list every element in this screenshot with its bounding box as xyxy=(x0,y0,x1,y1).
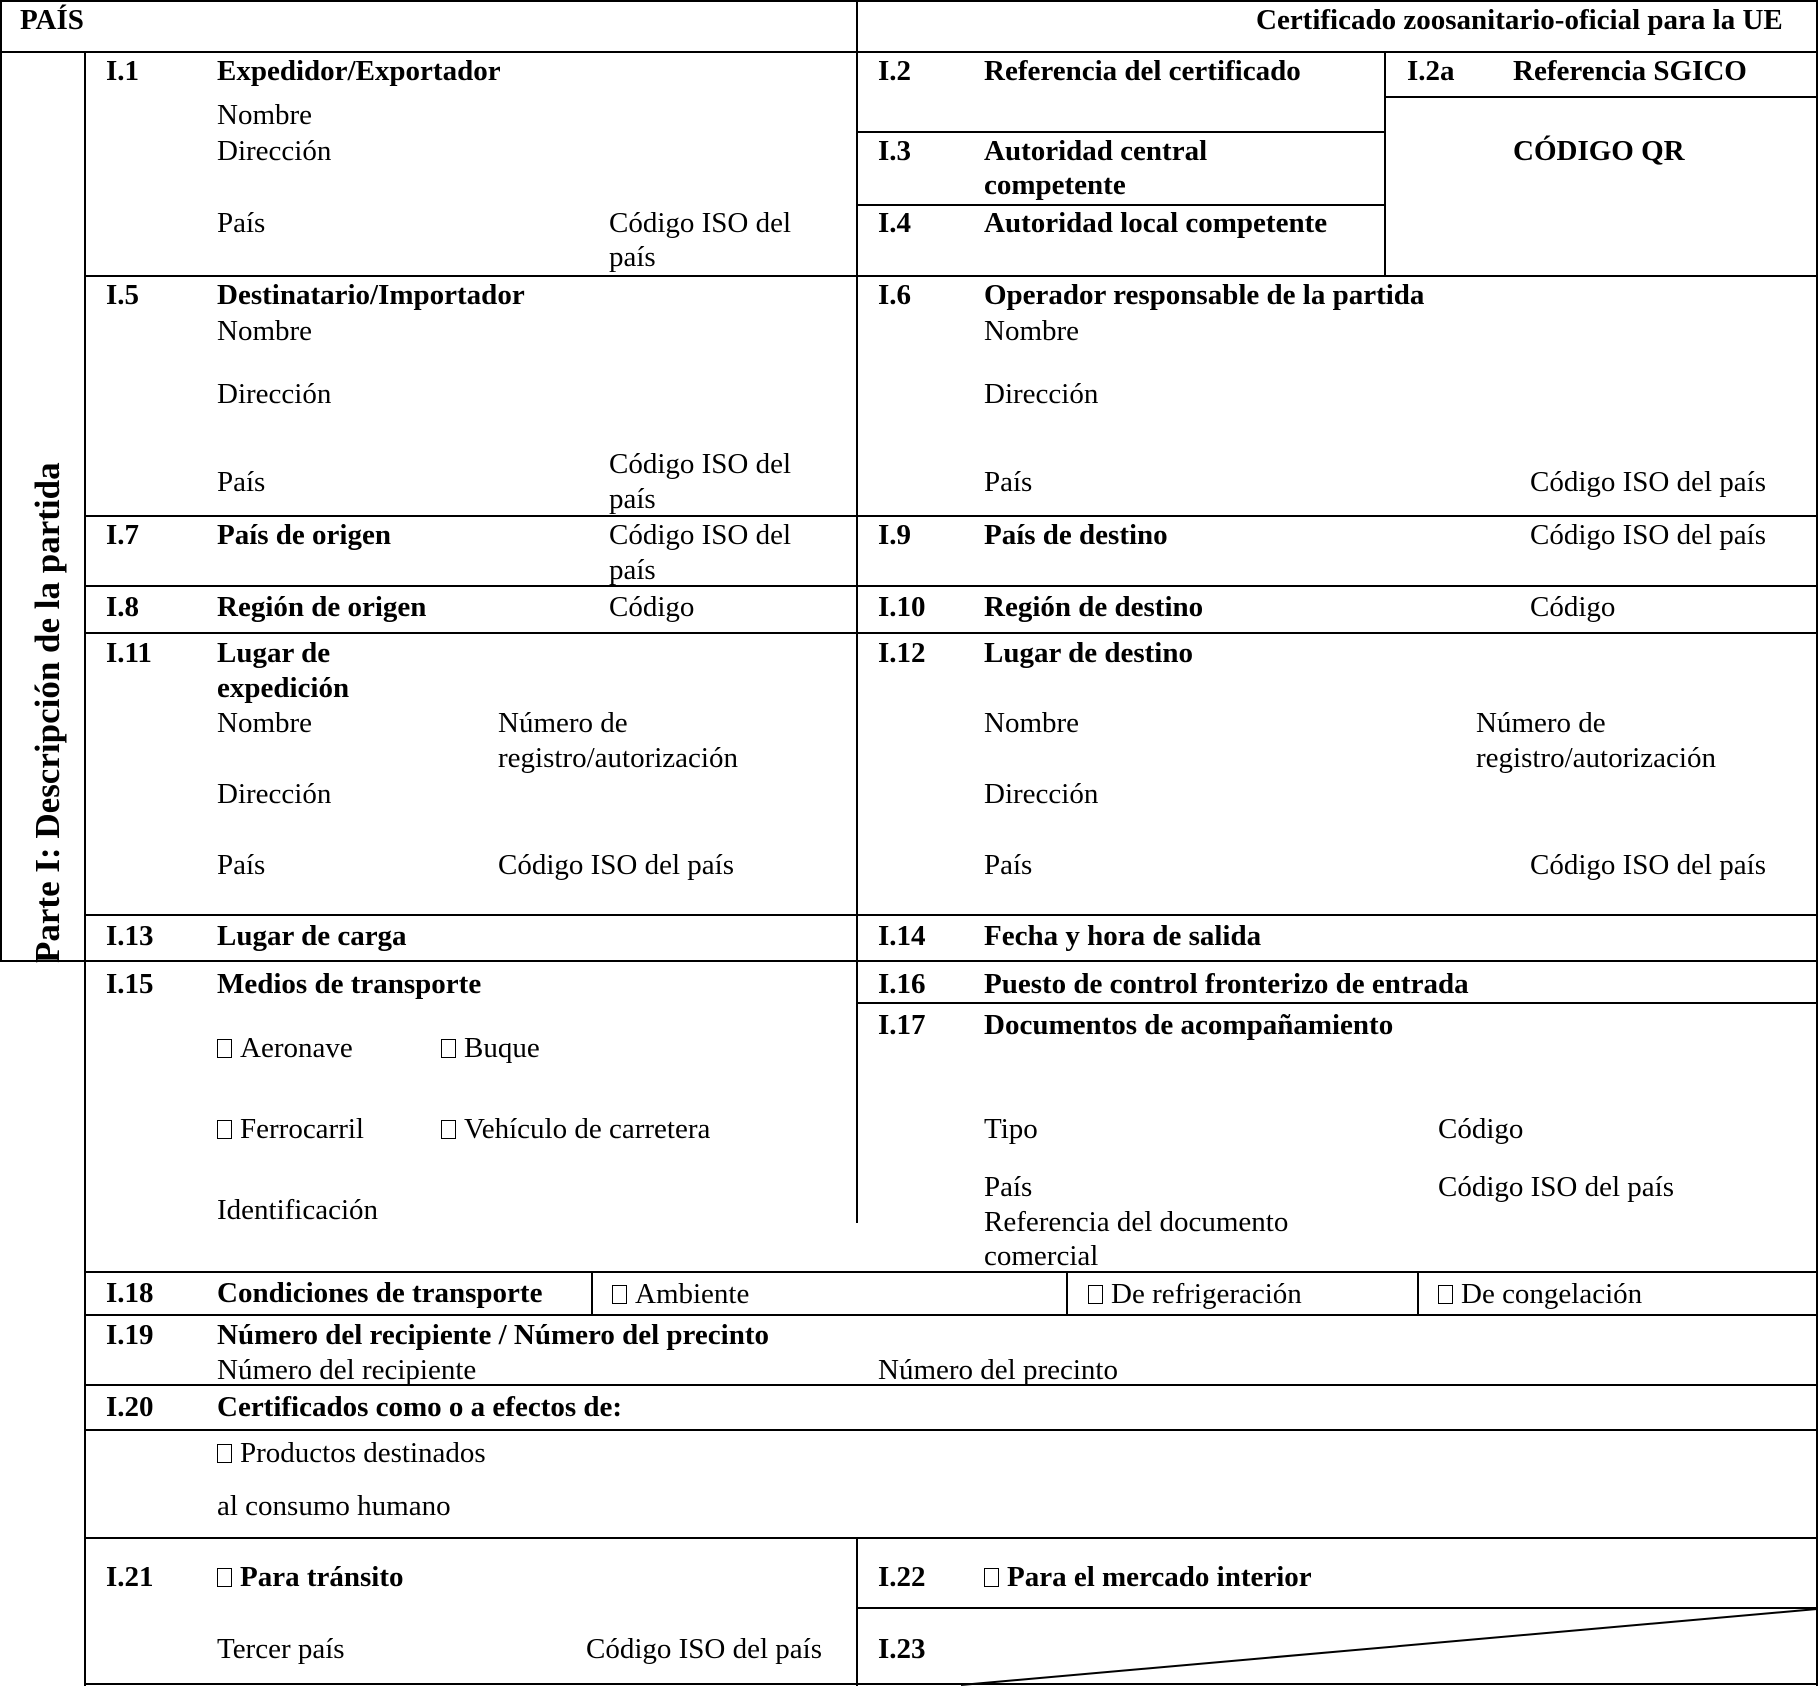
side-section-label: Parte I: Descripción de la partida xyxy=(28,462,67,963)
field-title-i3-line1: Autoridad central xyxy=(984,135,1208,167)
rule-row8-bottom xyxy=(84,1314,1818,1316)
field-title-i5: Destinatario/Importador xyxy=(217,279,525,311)
rule-i2a-left xyxy=(1384,51,1386,277)
checkbox-rail-box[interactable] xyxy=(217,1120,232,1139)
field-code-i9: I.9 xyxy=(878,519,912,551)
field-code-i10: I.10 xyxy=(878,591,926,623)
field-code-i11: I.11 xyxy=(106,637,152,669)
checkbox-aircraft-box[interactable] xyxy=(217,1039,232,1058)
checkbox-chilled-box[interactable] xyxy=(1088,1285,1103,1304)
field-code-i5: I.5 xyxy=(106,279,140,311)
i8-code-label: Código xyxy=(609,591,695,623)
checkbox-rail-label: Ferrocarril xyxy=(240,1113,364,1145)
i6-address-label: Dirección xyxy=(984,378,1099,410)
field-title-i2: Referencia del certificado xyxy=(984,55,1301,87)
i17-commercial-ref-line1: Referencia del documento xyxy=(984,1206,1289,1238)
field-title-i11-line1: Lugar de xyxy=(217,637,331,669)
i10-code-label: Código xyxy=(1530,591,1616,623)
field-title-i14: Fecha y hora de salida xyxy=(984,920,1262,952)
checkbox-chilled[interactable] xyxy=(1088,1277,1302,1312)
checkbox-rail[interactable] xyxy=(217,1112,364,1147)
field-title-i11-line2: expedición xyxy=(217,672,350,704)
i15-identification-label: Identificación xyxy=(217,1194,379,1226)
rule-row1-bottom xyxy=(84,275,1818,277)
checkbox-road-vehicle[interactable] xyxy=(441,1112,710,1147)
country-header: PAÍS xyxy=(20,4,84,36)
i12-registration-label-line1: Número de xyxy=(1476,707,1606,739)
field-code-i20: I.20 xyxy=(106,1391,154,1423)
field-title-i15: Medios de transporte xyxy=(217,968,482,1000)
field-code-i12: I.12 xyxy=(878,637,926,669)
field-title-i7: País de origen xyxy=(217,519,391,551)
checkbox-human-consumption-label-line1: Productos destinados xyxy=(240,1437,486,1469)
i5-iso-label-line1: Código ISO del xyxy=(609,448,792,480)
i11-iso-label: Código ISO del país xyxy=(498,849,735,881)
checkbox-road-vehicle-box[interactable] xyxy=(441,1120,456,1139)
i1-country-label: País xyxy=(217,207,266,239)
checkbox-human-consumption-box[interactable] xyxy=(217,1444,232,1463)
checkbox-internal-market-label: Para el mercado interior xyxy=(1007,1561,1312,1593)
field-code-i4: I.4 xyxy=(878,207,912,239)
field-code-i22: I.22 xyxy=(878,1561,926,1593)
i17-type-label: Tipo xyxy=(984,1113,1038,1145)
field-code-i21: I.21 xyxy=(106,1561,154,1593)
checkbox-internal-market-box[interactable] xyxy=(984,1568,999,1587)
i17-code-label: Código xyxy=(1438,1113,1524,1145)
i6-iso-label: Código ISO del país xyxy=(1530,466,1767,498)
i6-name-label: Nombre xyxy=(984,315,1080,347)
rule-i18-col1 xyxy=(591,1271,593,1316)
field-code-i3: I.3 xyxy=(878,135,912,167)
rule-side-column xyxy=(84,51,86,1686)
field-code-i14: I.14 xyxy=(878,920,926,952)
i21-third-country-label: Tercer país xyxy=(217,1633,345,1665)
field-code-i1: I.1 xyxy=(106,55,140,87)
checkbox-transit[interactable] xyxy=(217,1560,404,1595)
i23-diagonal-line xyxy=(857,1608,1819,1688)
rule-row6-bottom xyxy=(84,960,1818,962)
field-title-i13: Lugar de carga xyxy=(217,920,407,952)
rule-right-border xyxy=(1816,0,1818,1686)
i12-country-label: País xyxy=(984,849,1033,881)
qr-code-placeholder: CÓDIGO QR xyxy=(1513,135,1685,167)
checkbox-ship-box[interactable] xyxy=(441,1039,456,1058)
i17-iso-label: Código ISO del país xyxy=(1438,1171,1675,1203)
rule-i2-bottom xyxy=(856,131,1386,133)
rule-row4-bottom xyxy=(84,632,1818,634)
i5-name-label: Nombre xyxy=(217,315,313,347)
field-code-i16: I.16 xyxy=(878,968,926,1000)
field-title-i19: Número del recipiente / Número del precinto xyxy=(217,1319,769,1351)
field-title-i17: Documentos de acompañamiento xyxy=(984,1009,1394,1041)
checkbox-frozen-label: De congelación xyxy=(1461,1278,1643,1310)
field-code-i18: I.18 xyxy=(106,1277,154,1309)
checkbox-human-consumption[interactable] xyxy=(217,1436,486,1471)
checkbox-aircraft-label: Aeronave xyxy=(240,1032,353,1064)
checkbox-ambient-box[interactable] xyxy=(612,1285,627,1304)
i1-address-label: Dirección xyxy=(217,135,332,167)
checkbox-frozen[interactable] xyxy=(1438,1277,1642,1312)
field-title-i10: Región de destino xyxy=(984,591,1204,623)
field-code-i15: I.15 xyxy=(106,968,154,1000)
checkbox-ship[interactable] xyxy=(441,1031,540,1066)
rule-header-bottom xyxy=(0,51,1818,53)
field-title-i18: Condiciones de transporte xyxy=(217,1277,543,1309)
field-title-i1: Expedidor/Exportador xyxy=(217,55,501,87)
checkbox-ambient-label: Ambiente xyxy=(635,1278,750,1310)
field-code-i6: I.6 xyxy=(878,279,912,311)
i11-registration-label-line2: registro/autorización xyxy=(498,742,738,774)
checkbox-ship-label: Buque xyxy=(464,1032,540,1064)
i21-iso-label: Código ISO del país xyxy=(586,1633,823,1665)
i1-iso-label-line2: país xyxy=(609,241,656,273)
field-code-i2: I.2 xyxy=(878,55,912,87)
i11-name-label: Nombre xyxy=(217,707,313,739)
i12-iso-label: Código ISO del país xyxy=(1530,849,1767,881)
rule-row7-bottom xyxy=(84,1271,1818,1273)
field-title-i4: Autoridad local competente xyxy=(984,207,1328,239)
checkbox-ambient[interactable] xyxy=(612,1277,749,1312)
i12-name-label: Nombre xyxy=(984,707,1080,739)
i5-iso-label-line2: país xyxy=(609,483,656,515)
field-code-i7: I.7 xyxy=(106,519,140,551)
i5-address-label: Dirección xyxy=(217,378,332,410)
field-code-i13: I.13 xyxy=(106,920,154,952)
i11-country-label: País xyxy=(217,849,266,881)
i7-iso-label-line2: país xyxy=(609,554,656,586)
field-title-i8: Región de origen xyxy=(217,591,427,623)
field-title-i2a: Referencia SGICO xyxy=(1513,55,1747,87)
field-title-i3-line2: competente xyxy=(984,169,1126,201)
i19-container-label: Número del recipiente xyxy=(217,1354,477,1386)
field-title-i20: Certificados como o a efectos de: xyxy=(217,1391,623,1423)
i7-iso-label-line1: Código ISO del xyxy=(609,519,792,551)
field-code-i19: I.19 xyxy=(106,1319,154,1351)
i12-registration-label-line2: registro/autorización xyxy=(1476,742,1716,774)
checkbox-human-consumption-label-line2: al consumo humano xyxy=(217,1490,451,1522)
i6-country-label: País xyxy=(984,466,1033,498)
rule-row5-bottom xyxy=(84,914,1818,916)
rule-row2-bottom xyxy=(84,515,1818,517)
checkbox-road-vehicle-label: Vehículo de carretera xyxy=(464,1113,711,1145)
checkbox-transit-label: Para tránsito xyxy=(240,1561,404,1593)
checkbox-transit-box[interactable] xyxy=(217,1568,232,1587)
rule-row3-bottom xyxy=(84,585,1818,587)
checkbox-aircraft[interactable] xyxy=(217,1031,353,1066)
i12-address-label: Dirección xyxy=(984,778,1099,810)
checkbox-internal-market[interactable] xyxy=(984,1560,1312,1595)
rule-center-upper xyxy=(856,0,858,1223)
rule-top xyxy=(0,0,1818,2)
field-title-i9: País de destino xyxy=(984,519,1168,551)
i19-seal-label: Número del precinto xyxy=(878,1354,1118,1386)
field-code-i23: I.23 xyxy=(878,1633,926,1665)
checkbox-chilled-label: De refrigeración xyxy=(1111,1278,1302,1310)
i11-registration-label-line1: Número de xyxy=(498,707,628,739)
i17-commercial-ref-line2: comercial xyxy=(984,1240,1099,1272)
i11-address-label: Dirección xyxy=(217,778,332,810)
rule-left-border xyxy=(0,0,2,962)
certificate-title: Certificado zoosanitario-oficial para la UE xyxy=(1256,4,1783,36)
field-code-i17: I.17 xyxy=(878,1009,926,1041)
i5-country-label: País xyxy=(217,466,266,498)
rule-i18-col3 xyxy=(1417,1271,1419,1316)
field-code-i8: I.8 xyxy=(106,591,140,623)
rule-i2a-bottom xyxy=(1384,96,1818,98)
i1-name-label: Nombre xyxy=(217,99,313,131)
i1-iso-label-line1: Código ISO del xyxy=(609,207,792,239)
i9-iso-label: Código ISO del país xyxy=(1530,519,1767,551)
rule-row10-bottom xyxy=(84,1429,1818,1431)
field-title-i16: Puesto de control fronterizo de entrada xyxy=(984,968,1469,1000)
rule-i18-col2 xyxy=(1066,1271,1068,1316)
field-code-i2a: I.2a xyxy=(1407,55,1455,87)
rule-row11-bottom xyxy=(84,1537,1818,1539)
field-title-i6: Operador responsable de la partida xyxy=(984,279,1425,311)
field-title-i12: Lugar de destino xyxy=(984,637,1193,669)
rule-i16-bottom xyxy=(856,1002,1818,1004)
i17-country-label: País xyxy=(984,1171,1033,1203)
checkbox-frozen-box[interactable] xyxy=(1438,1285,1453,1304)
